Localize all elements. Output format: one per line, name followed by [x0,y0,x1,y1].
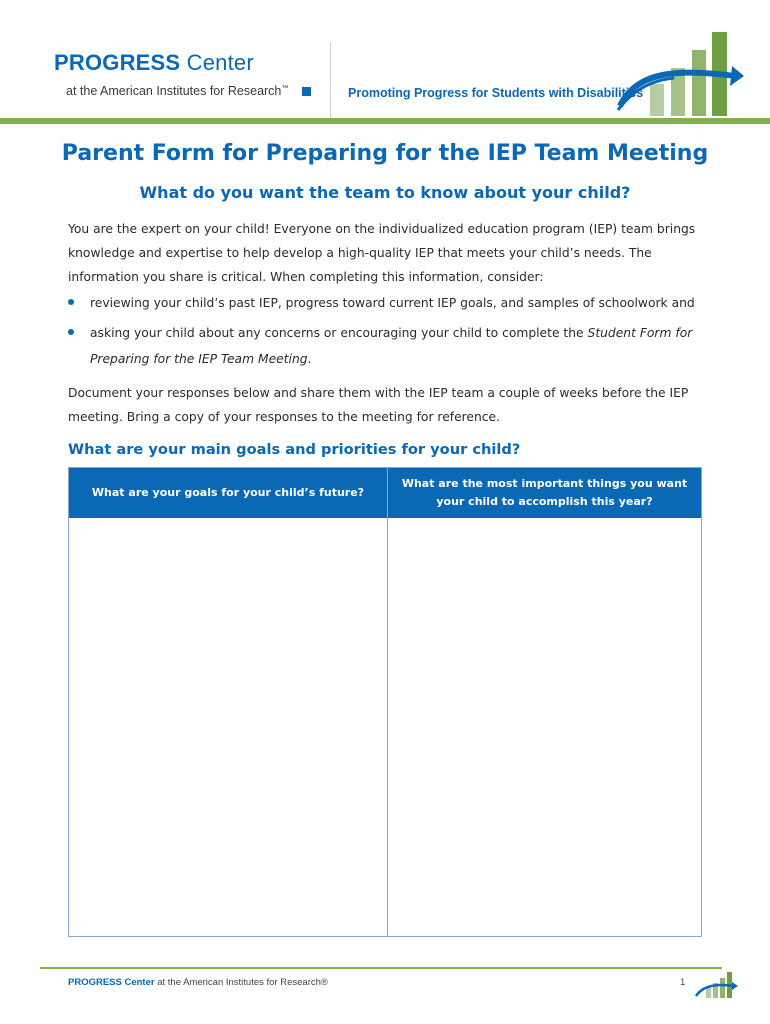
bullet-text-plain: asking your child about any concerns or encouraging your child to complete the [90,326,588,340]
column-header-this-year: What are the most important things you want your child to accomplish this year? [388,468,701,518]
brand-subtitle [66,84,288,98]
brand-square-mark [302,87,311,96]
footer-org: at the American Institutes for Research® [154,977,328,988]
bullet-dot-icon [68,329,74,335]
bullet-text [90,320,720,372]
header-divider [330,42,331,118]
page-title: Parent Form for Preparing for the IEP Team Meeting [61,141,709,166]
tagline: Promoting Progress for Students with Disabilities [348,86,644,100]
this-year-response-area[interactable] [388,518,701,936]
brand-name-light: Center [180,50,254,75]
trademark-mark: ™ [281,84,289,92]
footer-rule [40,967,722,969]
footer-text [68,977,328,988]
future-goals-response-area[interactable] [69,518,387,936]
page-number: 1 [680,977,686,988]
instructions-paragraph: Document your responses below and share them with the IEP team a couple of weeks before the IEP meeting. Bring a copy of your responses to the meeting for reference. [68,386,689,424]
footer-logo-icon [694,970,738,1000]
student-form-title: Student Form for Preparing for the IEP Team Meeting [90,326,693,366]
brand-name [54,50,254,76]
bullet-dot-icon [68,299,74,305]
intro-paragraph: You are the expert on your child! Everyone on the individualized education program (IEP) team brings knowledge and expertise to help develop a high-quality IEP that meets your child’s needs. The information you share is critical. When completing this information, consider: [68,222,696,284]
bullet-text: reviewing your child’s past IEP, progress toward current IEP goals, and samples of schoolwork and [90,296,695,310]
brand-subtitle-text: at the American Institutes for Research [66,84,282,98]
column-header-future-goals: What are your goals for your child’s future? [69,468,387,518]
section-heading: What are your main goals and priorities for your child? [68,441,521,458]
goals-table [68,467,702,937]
page-subtitle: What do you want the team to know about your child? [139,183,631,202]
footer-brand: PROGRESS Center [68,977,155,988]
brand-name-bold: PROGRESS [54,50,181,75]
header-rule [0,118,770,124]
bullet-text-end: . [307,352,312,366]
progress-bars-logo-icon [614,28,744,120]
